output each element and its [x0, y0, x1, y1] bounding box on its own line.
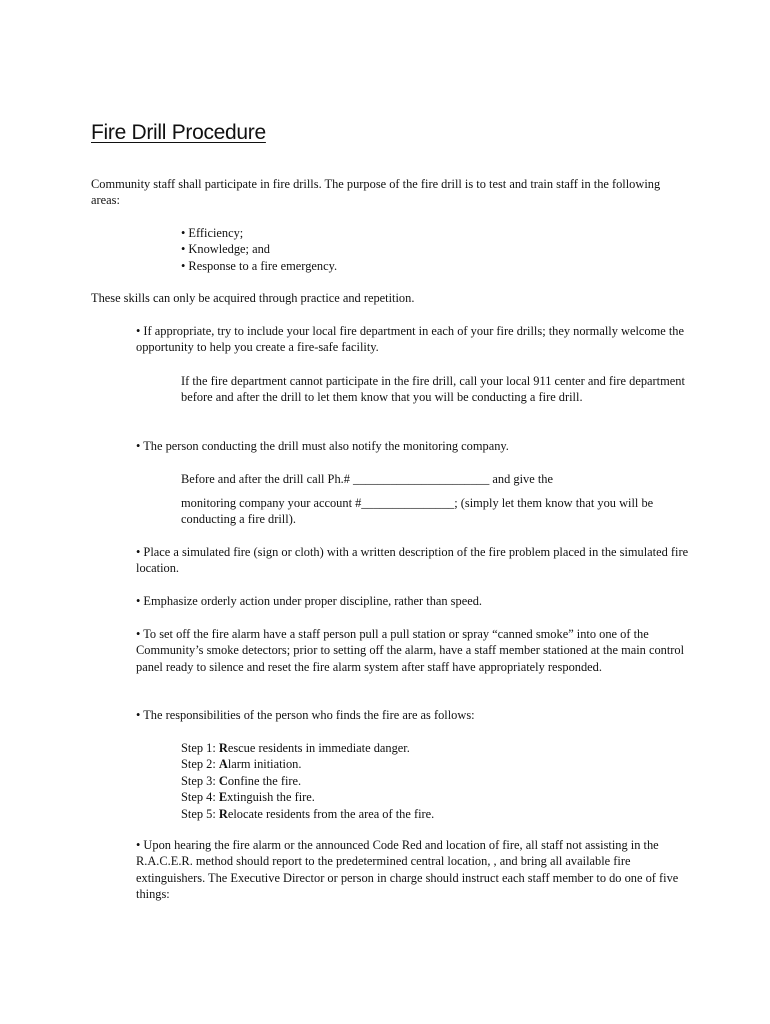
monitoring-bullet: • The person conducting the drill must also notify the monitoring company.: [136, 439, 509, 453]
racer-steps-list: [181, 740, 434, 822]
step-text: escue residents in immediate danger.: [227, 741, 410, 755]
step-letter: E: [218, 790, 228, 805]
list-item: • Knowledge; and: [181, 242, 270, 257]
training-areas-list: [181, 225, 337, 274]
simulated-fire-bullet: • Place a simulated fire (sign or cloth) with a written description of the fire problem placed in the simulated fire location.: [136, 545, 689, 576]
step-prefix: Step 3:: [181, 773, 219, 788]
step-letter: R: [218, 741, 228, 755]
list-item: • Response to a fire emergency.: [181, 258, 338, 273]
account-line: monitoring company your account #_______________; (simply let them know that you will be conducting a fire drill).: [181, 496, 654, 527]
skills-paragraph: These skills can only be acquired through practice and repetition.: [91, 291, 415, 305]
step-letter: A: [218, 757, 228, 772]
responsibilities-bullet: • The responsibilities of the person who finds the fire are as follows:: [136, 708, 475, 722]
step-letter: C: [218, 773, 228, 788]
code-red-bullet: • Upon hearing the fire alarm or the announced Code Red and location of fire, all staff not assisting in the R.A.C.E.R. method should report to the predetermined central location, , and bring all available fire extinguishers. The Executive Director or person in charge should instruct each staff member to do one of five things:: [136, 838, 679, 902]
list-item: [181, 806, 434, 822]
intro-paragraph: Community staff shall participate in fire drills. The purpose of the fire drill is to test and train staff in the following areas:: [91, 177, 661, 208]
step-prefix: Step 4:: [181, 790, 219, 805]
list-item: [181, 773, 434, 789]
list-item: [181, 789, 434, 805]
fire-department-note: If the fire department cannot participate in the fire drill, call your local 911 center and fire department before and after the drill to let them know that you will be conducting a fire drill.: [181, 374, 685, 405]
step-letter: R: [218, 806, 228, 821]
list-item: • Efficiency;: [181, 226, 244, 240]
fire-alarm-bullet: • To set off the fire alarm have a staff person pull a pull station or spray “canned smoke” into one of the Community’s smoke detectors; prior to setting off the alarm, have a staff member stationed at the main control panel ready to silence and reset the fire alarm system after staff have appropriately responded.: [136, 627, 685, 674]
step-prefix: Step 5:: [181, 806, 219, 821]
call-phone-line: Before and after the drill call Ph.# ______________________ and give the: [181, 472, 553, 486]
orderly-action-bullet: • Emphasize orderly action under proper discipline, rather than speed.: [136, 594, 482, 608]
step-text: larm initiation.: [227, 757, 302, 772]
step-text: xtinguish the fire.: [227, 790, 315, 805]
page-title: Fire Drill Procedure: [91, 121, 266, 144]
fire-department-bullet: • If appropriate, try to include your local fire department in each of your fire drills; they normally welcome the opportunity to help you create a fire-safe facility.: [136, 324, 684, 355]
list-item: [181, 740, 434, 756]
step-text: onfine the fire.: [227, 773, 302, 788]
step-prefix: Step 1:: [181, 741, 219, 755]
step-text: elocate residents from the area of the fire.: [227, 806, 435, 821]
step-prefix: Step 2:: [181, 757, 219, 772]
list-item: [181, 756, 434, 772]
